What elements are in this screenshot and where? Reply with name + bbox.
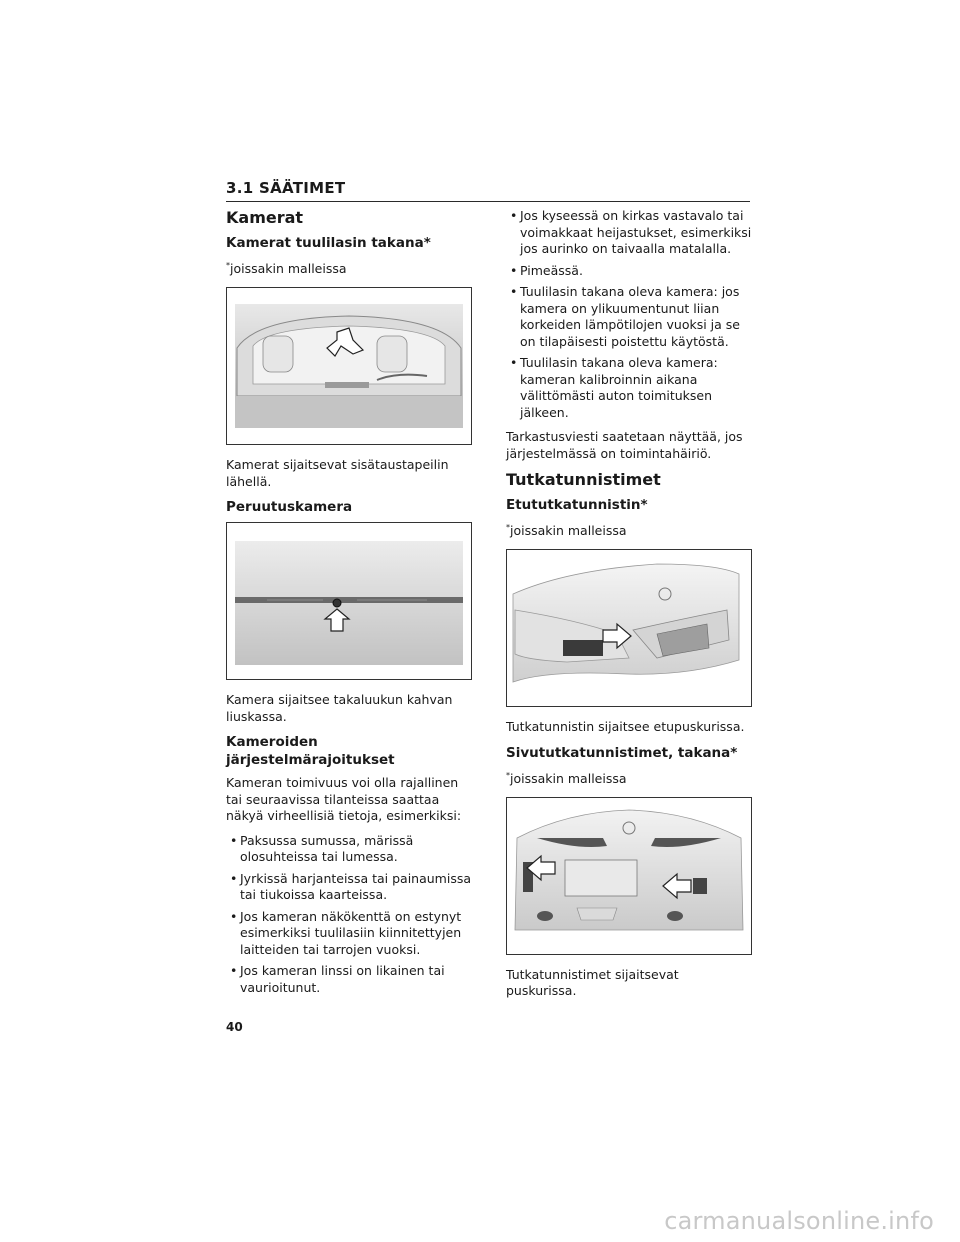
reverse-camera-illustration (227, 523, 471, 679)
list-item: • Pimeässä. (506, 263, 752, 280)
heading-side-radar: Sivututkatunnistimet, takana* (506, 744, 738, 761)
caption-side-radar: Tutkatunnistimet sijaitsevat puskurissa. (506, 966, 679, 999)
note-text: joissakin malleissa (510, 770, 627, 786)
list-item: • Tuulilasin takana oleva kamera: jos kamera on ylikuumentunut liian korkeiden lämpötilojen vuoksi ja se on tilapäisesti poistettu käytöstä. (506, 284, 752, 350)
note-star: * (506, 770, 510, 780)
note-star: * (506, 523, 510, 532)
page-number: 40 (226, 1020, 243, 1034)
front-radar-figure (506, 549, 752, 707)
list-item: • Jos kyseessä on kirkas vastavalo tai voimakkaat heijastukset, esimerkiksi jos aurinko on taivaalla matalalla. (506, 208, 752, 258)
limits-list (226, 833, 472, 997)
note-text: joissakin malleissa (230, 261, 347, 277)
right-column (506, 208, 752, 1008)
caption-front-radar: Tutkatunnistin sijaitsee etupuskurissa. (506, 719, 745, 735)
model-note (226, 258, 472, 277)
reverse-camera-figure (226, 522, 472, 680)
note-text: joissakin malleissa (510, 523, 627, 539)
note-star: * (226, 261, 230, 270)
check-message-text: Tarkastusviesti saatetaan näyttää, jos järjestelmässä on toimintahäiriö. (506, 429, 743, 461)
heading-front-radar: Etututkatunnistin* (506, 497, 648, 513)
limits-list-continued (506, 208, 752, 421)
model-note (506, 520, 752, 539)
caption-reverse: Kamera sijaitsee takaluukun kahvan liuskassa. (226, 692, 453, 724)
front-radar-illustration (507, 550, 751, 706)
windshield-camera-figure (226, 287, 472, 445)
heading-reverse-camera: Peruutuskamera (226, 499, 353, 516)
side-radar-illustration (507, 798, 751, 954)
side-radar-figure (506, 797, 752, 955)
heading-camera-limits: Kameroiden järjestelmärajoitukset (226, 734, 395, 769)
list-item: • Jos kameran näkökenttä on estynyt esimerkiksi tuulilasiin kiinnitettyjen laitteiden tai tarrojen vuoksi. (226, 909, 472, 959)
left-column (226, 208, 472, 1004)
model-note (506, 768, 752, 787)
heading-windshield-cameras: Kamerat tuulilasin takana* (226, 235, 431, 251)
list-item: • Jos kameran linssi on likainen tai vaurioitunut. (226, 963, 472, 996)
list-item: • Paksussa sumussa, märissä olosuhteissa tai lumessa. (226, 833, 472, 866)
list-item: • Jyrkissä harjanteissa tai painaumissa tai tiukoissa kaarteissa. (226, 871, 472, 904)
windshield-camera-illustration (227, 288, 471, 444)
caption-windshield: Kamerat sijaitsevat sisätaustapeilin lähellä. (226, 457, 449, 489)
limits-intro: Kameran toimivuus voi olla rajallinen tai seuraavissa tilanteissa saattaa näkyä virheellisiä tietoja, esimerkiksi: (226, 775, 462, 824)
heading-cameras: Kamerat (226, 208, 304, 227)
list-item: • Tuulilasin takana oleva kamera: kameran kalibroinnin aikana välittömästi auton toimituksen jälkeen. (506, 355, 752, 421)
section-header: 3.1 SÄÄTIMET (226, 179, 750, 202)
heading-radar-sensors: Tutkatunnistimet (506, 470, 661, 489)
watermark: carmanualsonline.info (664, 1207, 934, 1235)
